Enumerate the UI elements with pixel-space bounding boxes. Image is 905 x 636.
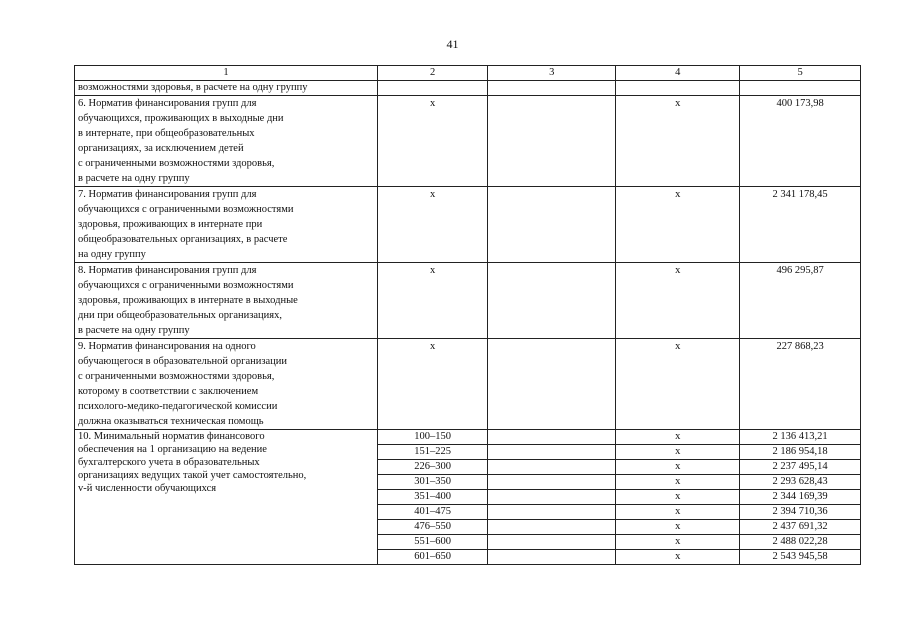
col4-value: x bbox=[616, 490, 740, 505]
norm-description: 9. Норматив финансирования на одного обучающегося в образовательной организации с ограниченными возможностями здоровья, которому в соответствии с заключением психолого-медико-педагогической комиссии должна оказываться техническая помощь bbox=[75, 339, 378, 430]
amount-value: 2 136 413,21 bbox=[740, 430, 861, 445]
header-cell-1: 1 bbox=[75, 66, 378, 81]
col3-value bbox=[488, 445, 616, 460]
col4-value: x bbox=[616, 460, 740, 475]
header-cell-2: 2 bbox=[377, 66, 487, 81]
col4-value: x bbox=[616, 96, 740, 187]
continuation-cell-5 bbox=[740, 81, 861, 96]
norm-description: 6. Норматив финансирования групп для обучающихся, проживающих в выходные дни в интернате, при общеобразовательных организациях, за исключением детей с ограниченными возможностями здоровья, в расчете на одну группу bbox=[75, 96, 378, 187]
amount-value: 400 173,98 bbox=[740, 96, 861, 187]
col3-value bbox=[488, 339, 616, 430]
amount-value: 2 437 691,32 bbox=[740, 520, 861, 535]
col3-value bbox=[488, 430, 616, 445]
amount-value: 2 237 495,14 bbox=[740, 460, 861, 475]
col4-value: x bbox=[616, 550, 740, 565]
amount-value: 2 394 710,36 bbox=[740, 505, 861, 520]
col3-value bbox=[488, 505, 616, 520]
col2-value: x bbox=[377, 263, 487, 339]
col3-value bbox=[488, 263, 616, 339]
col4-value: x bbox=[616, 475, 740, 490]
table-row bbox=[75, 187, 861, 263]
table-row bbox=[75, 96, 861, 187]
col3-value bbox=[488, 460, 616, 475]
amount-value: 2 488 022,28 bbox=[740, 535, 861, 550]
col2-value: x bbox=[377, 96, 487, 187]
continuation-text: возможностями здоровья, в расчете на одну группу bbox=[75, 81, 378, 96]
col4-value: x bbox=[616, 339, 740, 430]
table-row bbox=[75, 339, 861, 430]
amount-value: 2 543 945,58 bbox=[740, 550, 861, 565]
col3-value bbox=[488, 520, 616, 535]
col3-value bbox=[488, 96, 616, 187]
col3-value bbox=[488, 490, 616, 505]
header-row bbox=[75, 66, 861, 81]
range-value: 401–475 bbox=[377, 505, 487, 520]
continuation-cell-4 bbox=[616, 81, 740, 96]
header-cell-3: 3 bbox=[488, 66, 616, 81]
header-cell-4: 4 bbox=[616, 66, 740, 81]
page-number: 41 bbox=[446, 37, 459, 51]
col3-value bbox=[488, 550, 616, 565]
amount-value: 2 186 954,18 bbox=[740, 445, 861, 460]
col4-value: x bbox=[616, 187, 740, 263]
range-value: 351–400 bbox=[377, 490, 487, 505]
range-value: 151–225 bbox=[377, 445, 487, 460]
col2-value: x bbox=[377, 339, 487, 430]
range-value: 601–650 bbox=[377, 550, 487, 565]
header-cell-5: 5 bbox=[740, 66, 861, 81]
amount-value: 2 341 178,45 bbox=[740, 187, 861, 263]
range-value: 100–150 bbox=[377, 430, 487, 445]
range-value: 551–600 bbox=[377, 535, 487, 550]
col4-value: x bbox=[616, 520, 740, 535]
amount-value: 496 295,87 bbox=[740, 263, 861, 339]
col3-value bbox=[488, 475, 616, 490]
col4-value: x bbox=[616, 535, 740, 550]
continuation-cell-3 bbox=[488, 81, 616, 96]
table-row-subrow bbox=[75, 430, 861, 445]
amount-value: 2 344 169,39 bbox=[740, 490, 861, 505]
norm-description: 8. Норматив финансирования групп для обучающихся с ограниченными возможностями здоровья, проживающих в интернате в выходные дни при общеобразовательных организациях, в расчете на одну группу bbox=[75, 263, 378, 339]
range-value: 476–550 bbox=[377, 520, 487, 535]
col3-value bbox=[488, 535, 616, 550]
col4-value: x bbox=[616, 445, 740, 460]
col4-value: x bbox=[616, 430, 740, 445]
range-value: 226–300 bbox=[377, 460, 487, 475]
col3-value bbox=[488, 187, 616, 263]
continuation-row bbox=[75, 81, 861, 96]
norms-table bbox=[74, 65, 861, 565]
amount-value: 2 293 628,43 bbox=[740, 475, 861, 490]
norm-description: 10. Минимальный норматив финансового обеспечения на 1 организацию на ведение бухгалтерского учета в образовательных организациях ведущих такой учет самостоятельно, v-й численности обучающихся bbox=[75, 430, 378, 565]
amount-value: 227 868,23 bbox=[740, 339, 861, 430]
range-value: 301–350 bbox=[377, 475, 487, 490]
table-row bbox=[75, 263, 861, 339]
col4-value: x bbox=[616, 505, 740, 520]
col4-value: x bbox=[616, 263, 740, 339]
continuation-cell-2 bbox=[377, 81, 487, 96]
col2-value: x bbox=[377, 187, 487, 263]
norm-description: 7. Норматив финансирования групп для обучающихся с ограниченными возможностями здоровья, проживающих в интернате при общеобразовательных организациях, в расчете на одну группу bbox=[75, 187, 378, 263]
